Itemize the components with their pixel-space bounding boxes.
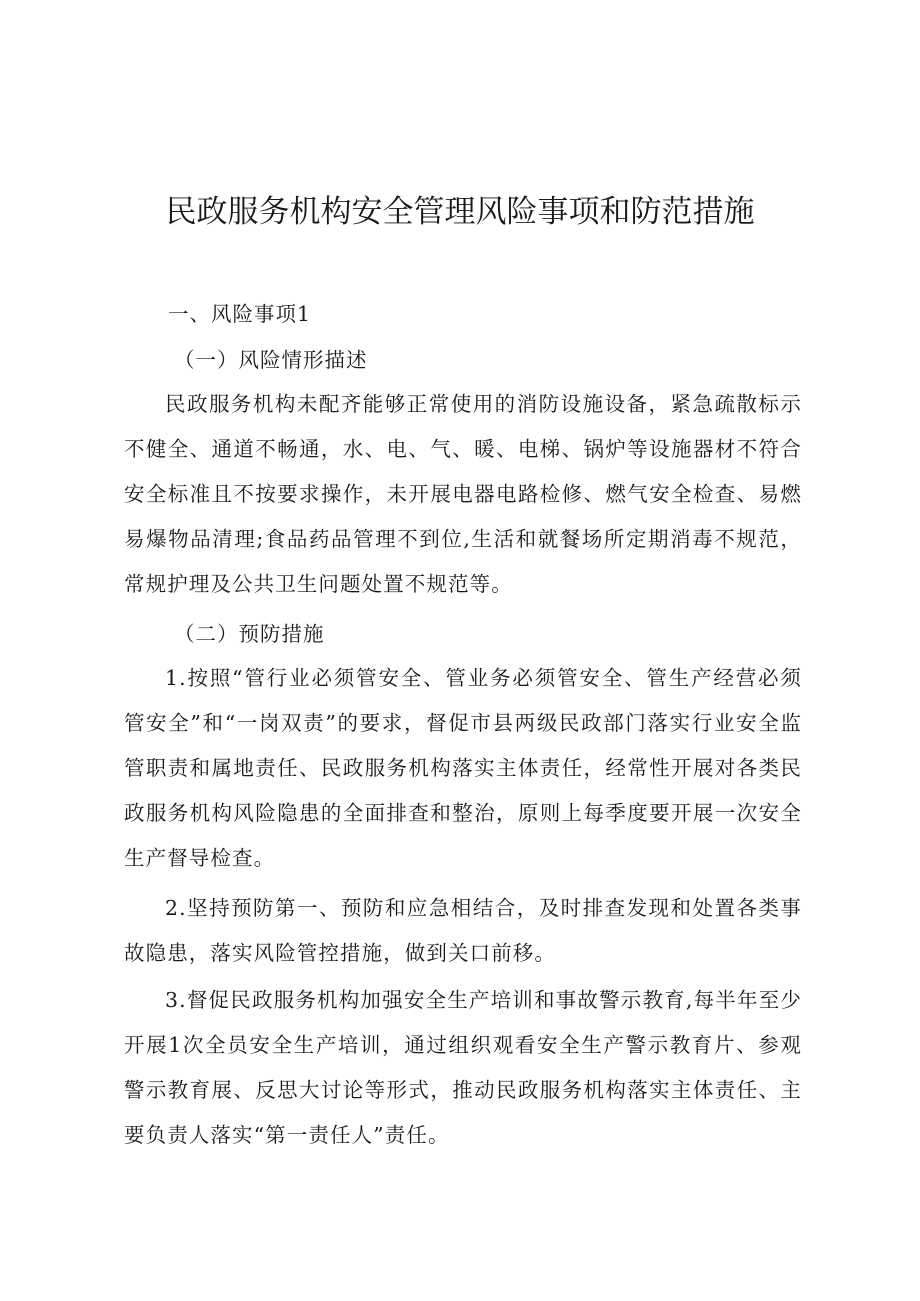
subsection-heading-risk-description: （一）风险情形描述: [174, 348, 368, 372]
paragraph-measure-3: 3.督促民政服务机构加强安全生产培训和事故警示教育,每半年至少开展1次全员安全生产培训，通过组织观看安全生产警示教育片、参观警示教育展、反思大讨论等形式，推动民政服务机构落实主体责任、主要负责人落实“第一责任人”责任。: [124, 988, 802, 1147]
paragraph-measure-1: 1.按照“管行业必须管安全、管业务必须管安全、管生产经营必须管安全”和“一岗双责”的要求，督促市县两级民政部门落实行业安全监管职责和属地责任、民政服务机构落实主体责任，经常性开展对各类民政服务机构风险隐患的全面排查和整治，原则上每季度要开展一次安全生产督导检查。: [124, 666, 802, 870]
document-title: 民政服务机构安全管理风险事项和防范措施: [165, 194, 755, 230]
paragraph-risk-description: 民政服务机构未配齐能够正常使用的消防设施设备，紧急疏散标示不健全、通道不畅通，水、电、气、暖、电梯、锅炉等设施器材不符合安全标准且不按要求操作，未开展电器电路检修、燃气安全检查、易燃易爆物品清理;食品药品管理不到位,生活和就餐场所定期消毒不规范，常规护理及公共卫生问题处置不规范等。: [124, 392, 802, 596]
section-heading-risk-item-1: 一、风险事项1: [168, 302, 312, 326]
paragraph-measure-2: 2.坚持预防第一、预防和应急相结合，及时排查发现和处置各类事故隐患，落实风险管控措施，做到关口前移。: [124, 896, 802, 965]
subsection-heading-prevention-measures: （二）预防措施: [174, 622, 325, 646]
